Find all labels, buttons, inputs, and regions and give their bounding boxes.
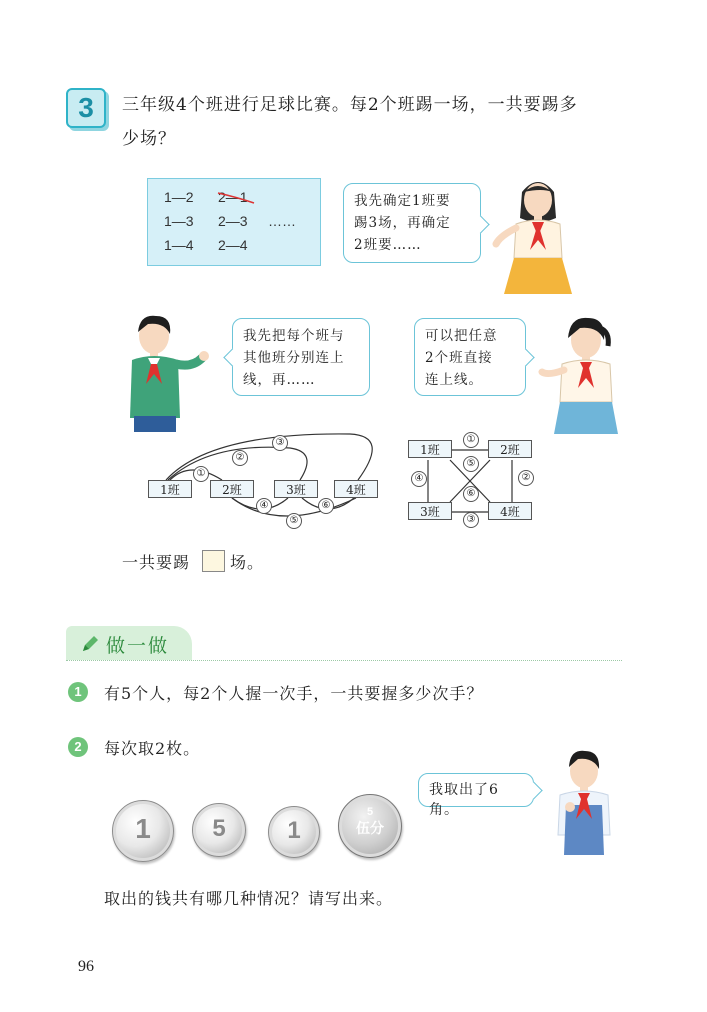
bubble-line: 踢3场，再确定 (354, 215, 451, 231)
label-3: ③ (272, 435, 288, 451)
question-line-1: 三年级4个班进行足球比赛。每2个班踢一场，一共要踢多 (122, 95, 578, 115)
square-team-box-2: 2班 (488, 440, 532, 458)
speech-bubble-boy (232, 318, 370, 396)
bubble-line: 可以把任意 (425, 328, 498, 344)
square-team-box-4: 4班 (488, 502, 532, 520)
item-number-1: 1 (68, 682, 88, 702)
team-box-3: 3班 (274, 480, 318, 498)
bubble-line: 我先确定1班要 (354, 193, 451, 209)
example-number-badge: 3 (66, 88, 106, 128)
label-6: ⑥ (318, 498, 334, 514)
square-label-1: ① (463, 432, 479, 448)
coin-5-fen (338, 794, 402, 858)
speech-bubble-girl-2 (414, 318, 526, 396)
pair-cell: 2—3 (218, 213, 248, 229)
bubble-line: 其他班分别连上 (243, 350, 345, 366)
answer-prefix: 一共要踢 (122, 553, 191, 572)
answer-input-box[interactable] (202, 550, 225, 572)
square-label-3: ③ (463, 512, 479, 528)
bubble-line: 2个班直接 (425, 350, 493, 366)
bubble-line: 我取出了6角。 (429, 782, 499, 818)
pencil-icon (80, 634, 100, 654)
practice-item-2-text: 每次取2枚。 (104, 739, 201, 758)
pair-cell-ellipsis: …… (268, 213, 296, 229)
pair-cell: 1—2 (164, 189, 194, 205)
bubble-line: 2班要…… (354, 237, 422, 253)
pair-cell: 1—4 (164, 237, 194, 253)
coin-digit: 1 (135, 813, 151, 844)
label-2: ② (232, 450, 248, 466)
coin-1-jiao-2 (268, 806, 320, 858)
pairs-list-box (147, 178, 321, 266)
square-team-box-3: 3班 (408, 502, 452, 520)
team-box-2: 2班 (210, 480, 254, 498)
answer-suffix: 场。 (230, 553, 265, 572)
square-label-4: ④ (411, 471, 427, 487)
practice-title: 做一做 (106, 635, 170, 657)
coin-digit: 1 (287, 817, 301, 844)
item-number-2: 2 (68, 737, 88, 757)
bubble-line: 连上线。 (425, 372, 483, 388)
bubble-line: 线，再…… (243, 372, 316, 388)
practice-item-1-text: 有5个人，每2个人握一次手，一共要握多少次手？ (104, 684, 484, 703)
coin-digit: 5 (212, 815, 226, 842)
practice-header-tab (66, 626, 192, 660)
boy-illustration (118, 308, 218, 433)
speech-bubble-girl-1 (343, 183, 481, 263)
square-label-2: ② (518, 470, 534, 486)
pair-cell: 2—4 (218, 237, 248, 253)
square-label-6: ⑥ (463, 486, 479, 502)
page-number: 96 (78, 958, 94, 975)
square-team-box-1: 1班 (408, 440, 452, 458)
girl-illustration-1 (492, 170, 584, 295)
strikethrough-mark (214, 187, 258, 207)
label-1: ① (193, 466, 209, 482)
team-box-1: 1班 (148, 480, 192, 498)
girl-illustration-2 (534, 310, 624, 435)
example-question (122, 88, 622, 156)
coin-5-jiao (192, 803, 246, 857)
coin-unit: 伍分 (356, 820, 384, 836)
pair-cell-crossed: 2—1 (218, 189, 248, 205)
coin-1-jiao (112, 800, 174, 862)
pair-cell: 1—3 (164, 213, 194, 229)
label-4: ④ (256, 498, 272, 514)
label-5: ⑤ (286, 513, 302, 529)
final-question: 取出的钱共有哪几种情况？请写出来。 (104, 889, 394, 908)
team-box-4: 4班 (334, 480, 378, 498)
section-divider (66, 660, 622, 661)
bubble-line: 我先把每个班与 (243, 328, 345, 344)
coin-digit: 5 (366, 806, 374, 818)
boy-illustration-2 (548, 745, 622, 867)
square-label-5: ⑤ (463, 456, 479, 472)
question-line-2: 少场？ (122, 129, 176, 149)
speech-bubble-boy-2 (418, 773, 534, 818)
